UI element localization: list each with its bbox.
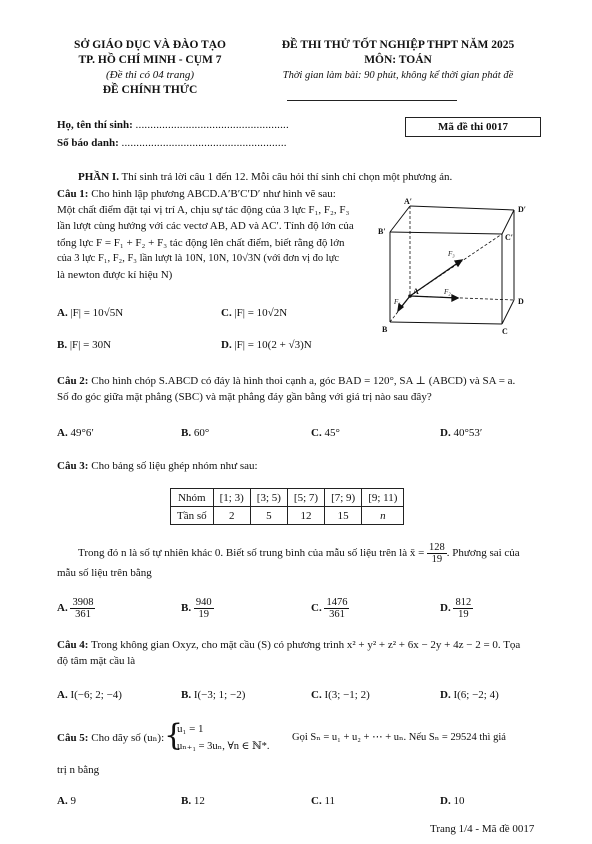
pages-note: (Đề thi có 04 trang) — [106, 69, 194, 81]
q1-cube-figure — [370, 194, 550, 344]
label-c: C — [502, 327, 508, 336]
option-text: 10 — [453, 795, 465, 807]
option-text: |F| = 10√5N — [70, 307, 124, 319]
option-fraction — [453, 597, 473, 620]
label-f3: F₃ — [448, 250, 455, 258]
department-name: SỞ GIÁO DỤC VÀ ĐÀO TẠO — [74, 39, 226, 51]
q3-option-d[interactable] — [440, 597, 473, 620]
q5-label: Câu 5: — [57, 732, 89, 744]
q1-option-a[interactable] — [57, 307, 123, 319]
option-key: C. — [311, 689, 322, 701]
q2-option-c[interactable] — [311, 427, 340, 439]
q4-line1-text: Trong không gian Oxyz, cho mặt cầu (S) có phương trình x² + y² + z² + 6x − 2y + 4z − 2 = 0. Tọa — [91, 639, 521, 651]
option-fraction — [70, 597, 95, 620]
q1-text — [57, 186, 369, 283]
q1-option-d[interactable] — [221, 339, 312, 351]
q5-option-a[interactable] — [57, 795, 76, 807]
vector-f2-arrowhead — [452, 295, 458, 301]
fraction-numerator: 940 — [195, 597, 212, 608]
option-key: A. — [57, 427, 68, 439]
q4-text — [57, 637, 547, 669]
option-key: B. — [181, 795, 192, 807]
q5-system — [177, 721, 270, 755]
option-key: C. — [311, 602, 322, 615]
fraction-denominator: 361 — [329, 609, 345, 620]
q3-mean-fraction — [427, 542, 447, 565]
label-b: B — [382, 325, 388, 334]
option-fraction — [194, 597, 214, 620]
header-right — [250, 38, 546, 83]
q5-intro-text: Cho dãy số (uₙ): — [91, 732, 165, 744]
fraction-denominator: 19 — [458, 609, 469, 620]
q5-brace: { — [164, 718, 184, 753]
option-key: C. — [311, 795, 322, 807]
vector-f2 — [410, 296, 458, 298]
option-key: C. — [311, 427, 322, 439]
option-text: 45° — [324, 427, 340, 439]
q2-option-d[interactable] — [440, 427, 482, 439]
option-key: A. — [57, 307, 68, 319]
option-key: B. — [57, 339, 68, 351]
q3-option-c[interactable] — [311, 597, 349, 620]
label-b1: B′ — [378, 227, 386, 236]
option-text: 49°6′ — [70, 427, 94, 439]
q4-option-d[interactable] — [440, 689, 499, 701]
q3-line1: Cho bảng số liệu ghép nhóm như sau: — [91, 460, 258, 472]
table-cell: 15 — [325, 507, 362, 525]
option-key: A. — [57, 795, 68, 807]
option-fraction — [324, 597, 349, 620]
q3-text-a: Trong đó n là số tự nhiên khác 0. Biết số trung bình của mẫu số liệu trên là x̄ = — [78, 547, 425, 560]
option-text: 12 — [193, 795, 205, 807]
q2-option-b[interactable] — [181, 427, 209, 439]
q1-line6: là newton được kí hiệu N) — [57, 269, 173, 282]
page-footer: Trang 1/4 - Mã đề 0017 — [430, 823, 535, 835]
city-cluster: TP. HỒ CHÍ MINH - CỤM 7 — [78, 54, 222, 66]
part1-instruction — [78, 169, 548, 185]
point-a-dot — [408, 294, 412, 298]
q5-sys-line1: u₁ = 1 — [177, 723, 204, 735]
table-cell: 5 — [250, 507, 287, 525]
candidate-name-dots: .................................................... — [135, 119, 289, 131]
q5-option-b[interactable] — [181, 795, 205, 807]
option-text: I(3; −1; 2) — [324, 689, 370, 701]
q1-line5: của 3 lực F₁, F₂, F₃ lần lượt là 10N, 10N, 10√3N (với đơn vị đo lực — [57, 252, 340, 264]
label-f2: F₂ — [444, 288, 451, 296]
table-row — [171, 507, 404, 525]
option-key: D. — [440, 427, 451, 439]
part1-title: PHẦN I. — [78, 171, 119, 183]
q2-text — [57, 373, 547, 405]
option-key: B. — [181, 602, 192, 615]
option-key: A. — [57, 689, 68, 701]
q3-frequency-table — [170, 488, 404, 525]
option-key: D. — [440, 602, 451, 615]
q3-label: Câu 3: — [57, 460, 89, 472]
fraction-numerator: 1476 — [326, 597, 348, 608]
option-text: 9 — [70, 795, 76, 807]
table-cell: [7; 9) — [325, 489, 362, 507]
candidate-id-dots: ........................................................ — [121, 137, 287, 149]
q4-option-a[interactable] — [57, 689, 122, 701]
fraction-numerator: 128 — [429, 542, 445, 553]
q3-line3: mẫu số liệu trên bằng — [57, 567, 152, 579]
edge-d1-c1 — [502, 210, 514, 234]
q3-option-a[interactable] — [57, 597, 95, 620]
edge-b-c — [390, 322, 502, 324]
q4-line1 — [57, 637, 547, 653]
option-key: B. — [181, 689, 192, 701]
label-d: D — [518, 297, 524, 306]
q5-row — [57, 719, 547, 759]
q3-intro — [57, 458, 537, 474]
q1-option-c[interactable] — [221, 307, 287, 319]
fraction-numerator: 812 — [455, 597, 472, 608]
label-c1: C′ — [505, 233, 514, 242]
option-key: A. — [57, 602, 68, 615]
q5-sys-line2: uₙ₊₁ = 3uₙ, ∀n ∈ ℕ*. — [177, 741, 270, 752]
q1-line4: tổng lực F = F₁ + F₂ + F₃ tác động lên chất điểm, biết rằng độ lớn — [57, 236, 345, 249]
q2-label: Câu 2: — [57, 375, 89, 387]
fraction-denominator: 361 — [75, 609, 91, 620]
option-text: I(−3; 1; −2) — [193, 689, 246, 701]
q3-mean-line — [78, 542, 548, 565]
table-cell: [9; 11) — [362, 489, 404, 507]
edge-b1-a1 — [390, 206, 410, 232]
subject: MÔN: TOÁN — [364, 54, 432, 66]
q1-line2: Một chất điểm đặt tại vị trí A, chịu sự tác động của 3 lực F₁, F₂, F₃ — [57, 204, 350, 217]
official-label: ĐỀ CHÍNH THỨC — [102, 84, 198, 96]
table-row — [171, 489, 404, 507]
q5-line2: trị n bằng — [57, 764, 100, 776]
label-d1: D′ — [518, 205, 527, 214]
time-note: Thời gian làm bài: 90 phút, không kể thời gian phát đề — [282, 70, 514, 81]
option-text: |F| = 30N — [69, 339, 112, 351]
option-text: 60° — [193, 427, 210, 439]
edge-c1-b1 — [390, 232, 502, 234]
q2-line2: Số đo góc giữa mặt phẳng (SBC) và mặt phẳng đáy gần bằng với giá trị nào sau đây? — [57, 391, 432, 403]
table-cell: 2 — [213, 507, 250, 525]
fraction-numerator: 3908 — [72, 597, 94, 608]
candidate-name-label: Họ, tên thí sinh: — [57, 119, 133, 131]
q1-option-b[interactable] — [57, 339, 111, 351]
option-key: C. — [221, 307, 232, 319]
label-a: A — [413, 287, 419, 296]
q5-option-c[interactable] — [311, 795, 335, 807]
header-divider — [287, 100, 457, 101]
option-text: I(−6; 2; −4) — [70, 689, 122, 701]
header-left — [40, 38, 260, 98]
option-text: 11 — [324, 795, 336, 807]
option-text: |F| = 10(2 + √3)N — [234, 339, 312, 351]
q5-intro — [57, 731, 164, 744]
table-cell: 12 — [287, 507, 324, 525]
q1-line1 — [57, 186, 369, 202]
table-cell: [5; 7) — [287, 489, 324, 507]
candidate-name-row — [57, 119, 289, 131]
q5-after: Gọi Sₙ = u₁ + u₂ + ⋯ + uₙ. Nếu Sₙ = 29524 thì giá — [292, 732, 506, 743]
option-text: |F| = 10√2N — [234, 307, 288, 319]
part1-text: Thí sinh trả lời câu 1 đến 12. Mỗi câu hỏi thí sinh chỉ chọn một phương án. — [121, 171, 453, 183]
candidate-id-row — [57, 137, 287, 149]
option-key: B. — [181, 427, 192, 439]
q2-option-a[interactable] — [57, 427, 94, 439]
table-cell: n — [362, 507, 404, 525]
exam-title: ĐỀ THI THỬ TỐT NGHIỆP THPT NĂM 2025 — [281, 39, 515, 51]
q4-line2: độ tâm mặt cầu là — [57, 655, 136, 667]
label-a1: A′ — [404, 197, 413, 206]
q3-option-b[interactable] — [181, 597, 214, 620]
option-text: 40°53′ — [453, 427, 483, 439]
option-key: D. — [440, 689, 451, 701]
fraction-denominator: 19 — [431, 554, 443, 565]
table-cell: Tần số — [171, 507, 214, 525]
edge-a1-d1 — [410, 206, 514, 210]
q4-option-b[interactable] — [181, 689, 245, 701]
q1-line3: lần lượt cùng hướng với các vectơ AB, AD và AC′. Tính độ lớn của — [57, 220, 354, 233]
option-key: D. — [440, 795, 451, 807]
fraction-denominator: 19 — [198, 609, 209, 620]
q4-option-c[interactable] — [311, 689, 370, 701]
option-text: I(6; −2; 4) — [453, 689, 499, 701]
exam-code-box: Mã đề thi 0017 — [405, 117, 541, 137]
q4-label: Câu 4: — [57, 639, 89, 651]
table-cell: Nhóm — [171, 489, 214, 507]
option-key: D. — [221, 339, 232, 351]
candidate-id-label: Số báo danh: — [57, 137, 119, 149]
edge-c-d — [502, 300, 514, 324]
q1-line1-text: Cho hình lập phương ABCD.A′B′C′D′ như hình vẽ sau: — [91, 188, 336, 200]
label-f1: F₁ — [394, 298, 401, 306]
q3-text-b: . Phương sai của — [446, 547, 520, 560]
q2-line1 — [57, 373, 547, 389]
q1-label: Câu 1: — [57, 188, 89, 200]
q5-option-d[interactable] — [440, 795, 464, 807]
table-cell: [3; 5) — [250, 489, 287, 507]
table-cell: [1; 3) — [213, 489, 250, 507]
q2-line1-text: Cho hình chóp S.ABCD có đáy là hình thoi cạnh a, góc BAD = 120°, SA ⊥ (ABCD) và SA = a. — [91, 375, 516, 387]
